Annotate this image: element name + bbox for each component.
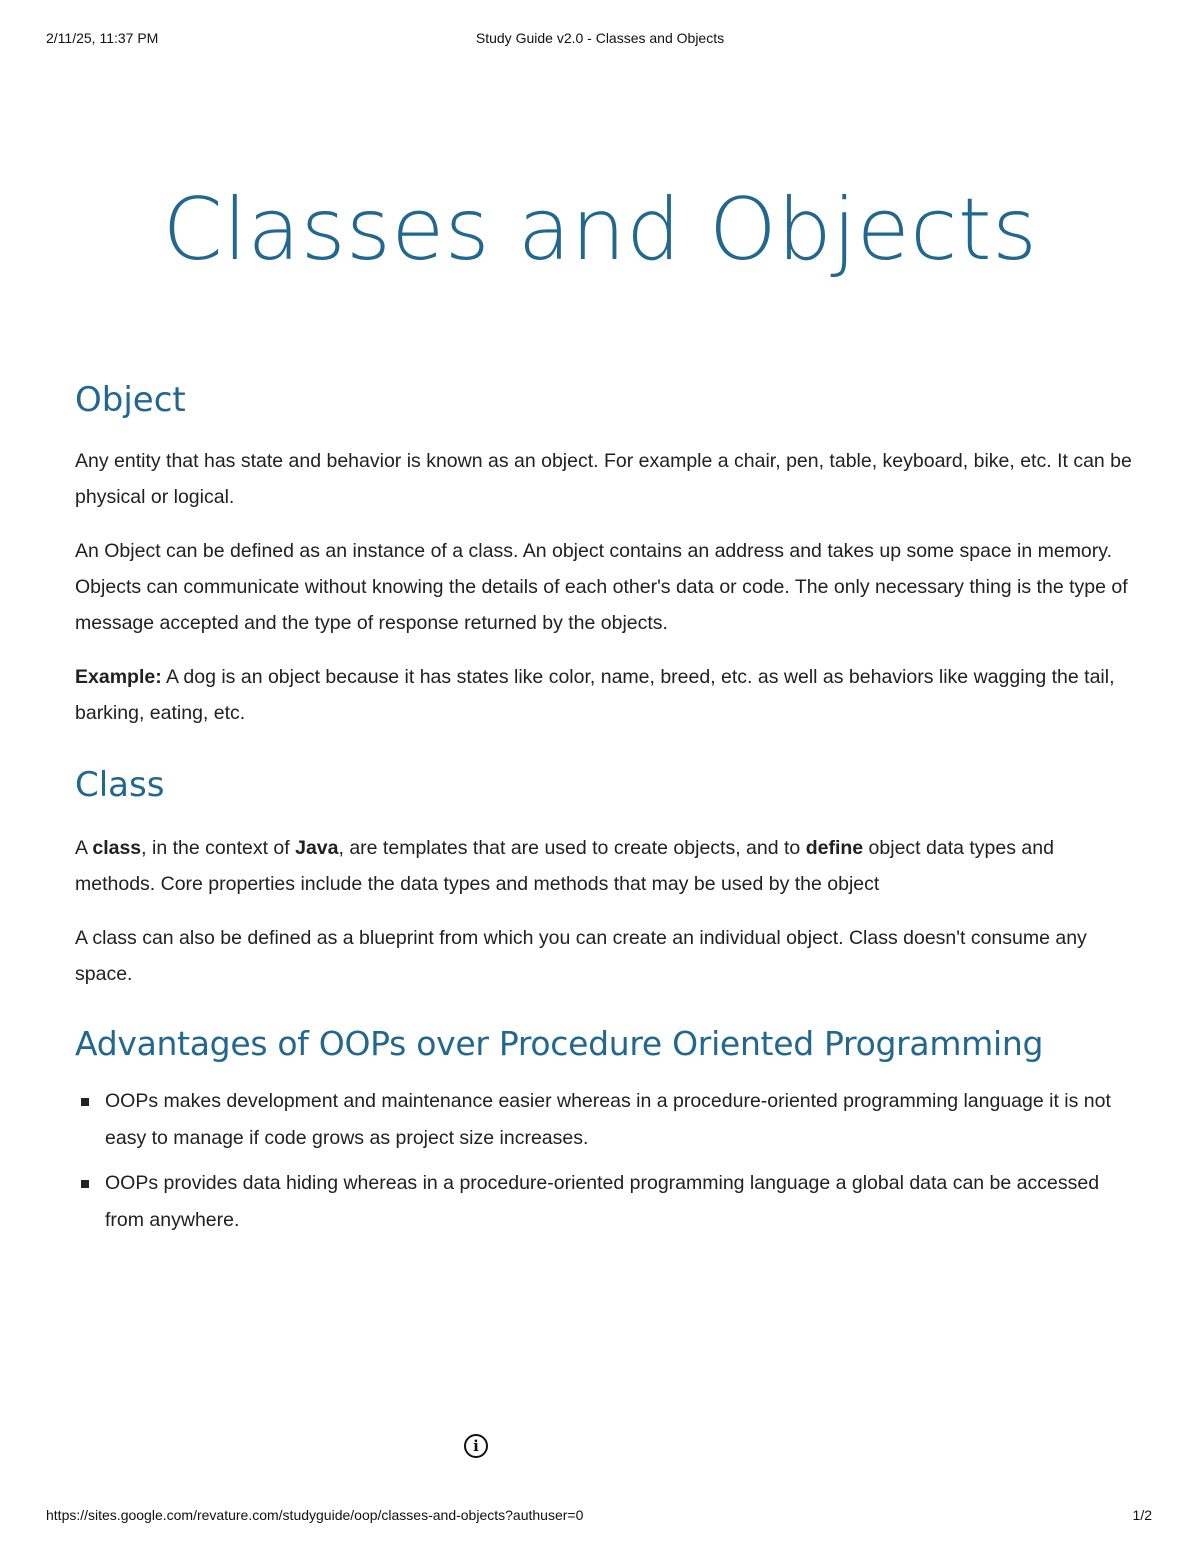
list-item <box>75 1083 1135 1157</box>
print-header <box>0 30 1200 50</box>
advantages-list <box>75 1083 1135 1239</box>
class-paragraph-1 <box>75 830 1135 902</box>
example-text: A dog is an object because it has states like color, name, breed, etc. as well as behaviors like wagging the tail, barking, eating, etc. <box>75 665 1115 724</box>
advantages-heading: Advantages of OOPs over Procedure Oriented Programming <box>75 1023 1044 1063</box>
bullet-square-icon <box>81 1180 89 1188</box>
object-paragraph-2: An Object can be defined as an instance of a class. An object contains an address and takes up some space in memory. Objects can communicate without knowing the details of each other's data or code. The only necessary thing is the type of message accepted and the type of response returned by the objects. <box>75 539 1128 634</box>
bold-term-class: class <box>92 836 142 859</box>
bullet-square-icon <box>81 1098 89 1106</box>
list-item-text: OOPs makes development and maintenance easier whereas in a procedure-oriented programming language it is not easy to manage if code grows as project size increases. <box>105 1090 1111 1150</box>
page-url: https://sites.google.com/revature.com/studyguide/oop/classes-and-objects?authuser=0 <box>46 1507 584 1523</box>
info-icon[interactable]: i <box>464 1434 488 1458</box>
class-heading: Class <box>75 764 165 805</box>
object-example-paragraph <box>75 659 1135 731</box>
object-heading: Object <box>75 380 186 420</box>
list-item-text: OOPs provides data hiding whereas in a procedure-oriented programming language a global data can be accessed from anywhere. <box>105 1172 1100 1232</box>
print-datetime: 2/11/25, 11:37 PM <box>46 30 159 46</box>
bold-term-java: Java <box>295 836 339 859</box>
text-run: , are templates that are used to create objects, and to <box>338 836 806 859</box>
main-content <box>75 380 1135 1247</box>
class-paragraph-2: A class can also be defined as a blueprint from which you can create an individual object. Class doesn't consume any space. <box>75 926 1087 985</box>
bold-term-define: define <box>805 836 864 859</box>
text-run: object data types and methods. Core properties include the data types and methods that may be used by the object <box>75 836 1054 895</box>
object-paragraph-1: Any entity that has state and behavior is known as an object. For example a chair, pen, table, keyboard, bike, etc. It can be physical or logical. <box>75 449 1132 508</box>
page-title: Classes and Objects <box>162 180 1038 280</box>
text-run: , in the context of <box>141 836 296 859</box>
list-item <box>75 1165 1135 1239</box>
example-label: Example: <box>75 665 162 688</box>
text-run: A <box>75 836 93 859</box>
page-number: 1/2 <box>1132 1507 1152 1523</box>
print-document-title: Study Guide v2.0 - Classes and Objects <box>475 30 725 46</box>
